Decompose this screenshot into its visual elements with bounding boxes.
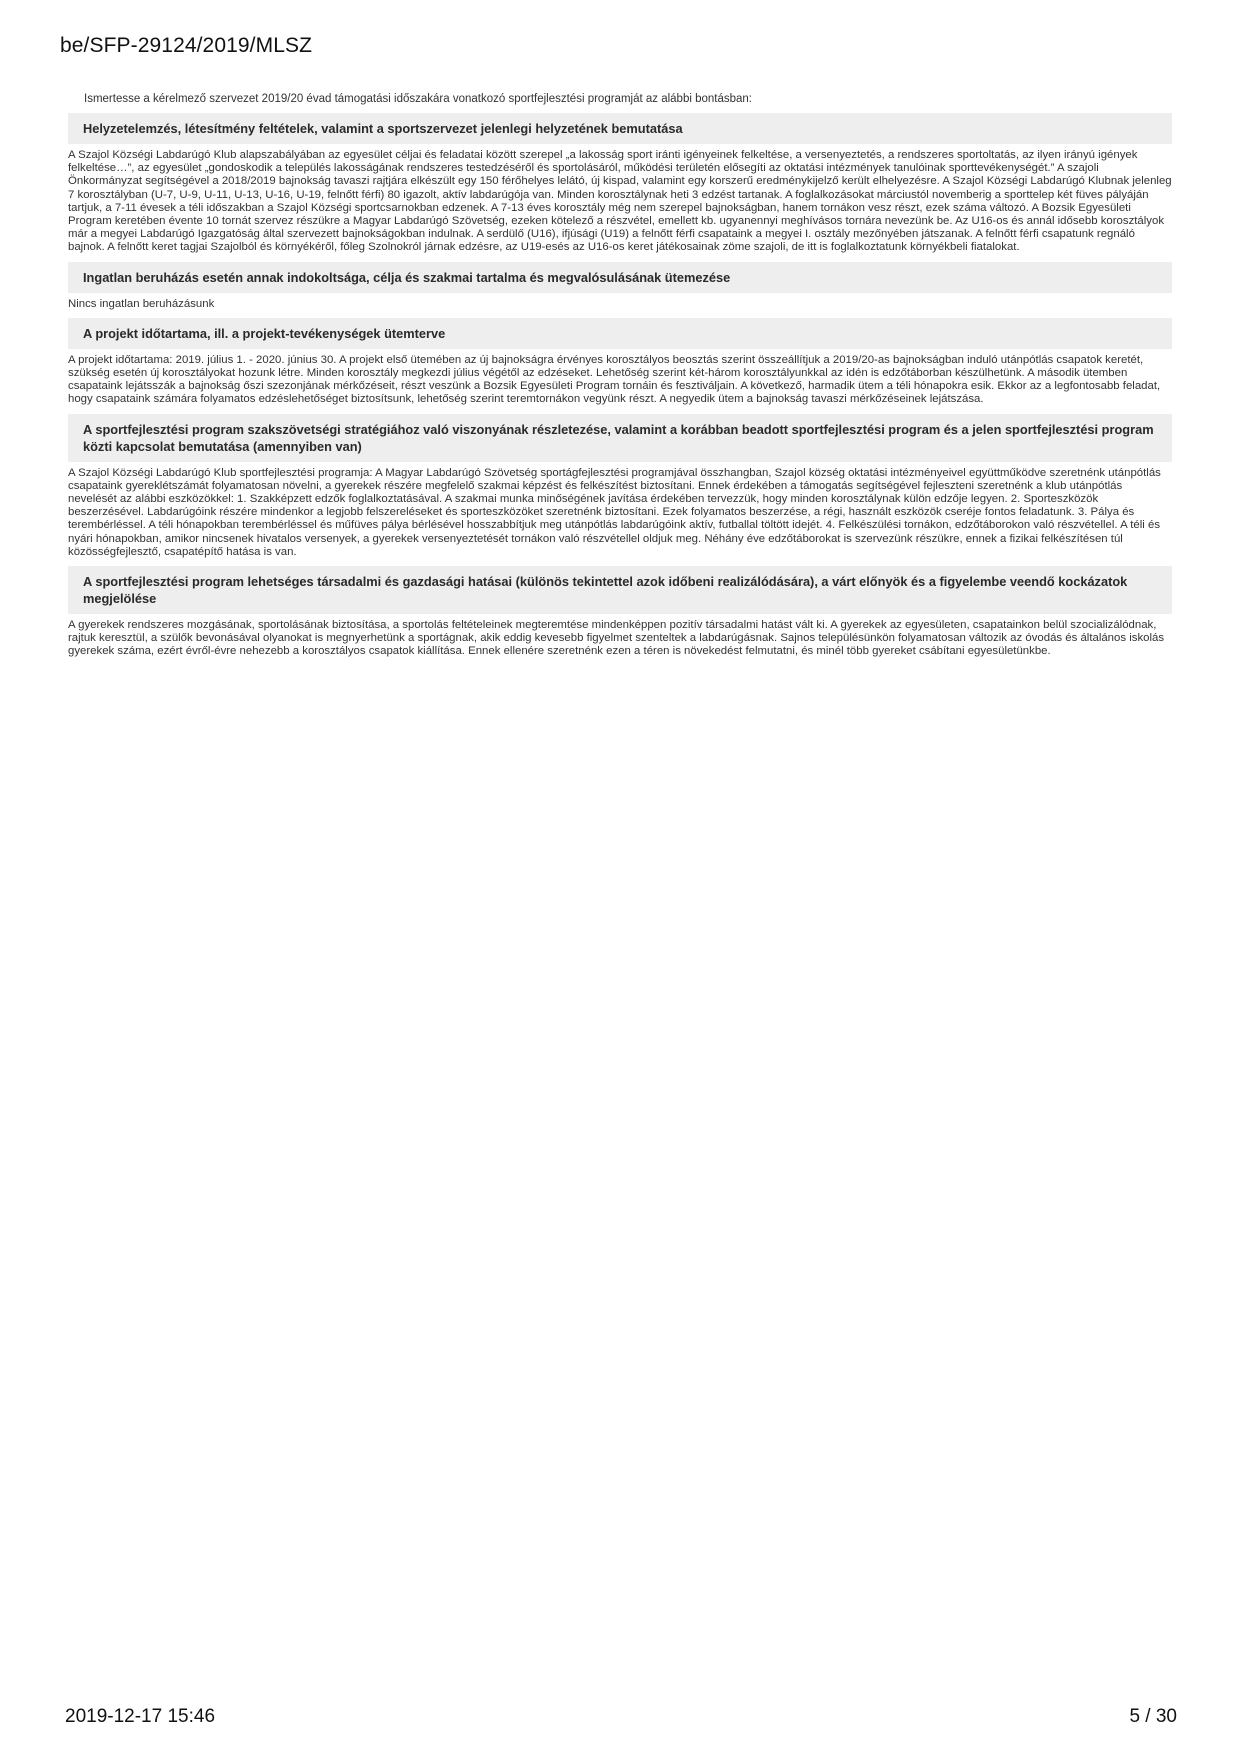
section-text-impact: A gyerekek rendszeres mozgásának, sportolásának biztosítása, a sportolás feltételeinek megteremtése mindenképpen pozitív társadalmi hatást vált ki. A gyerekek az egyesületen, csapatainkon belül szocializálódnak, rajtuk keresztül, a szülők bevonásával olyanokat is megnyerhetünk a sportágnak, akik eddig kevesebb figyelmet szenteltek a labdarúgásnak. Sajnos településünkön folyamatosan változik az óvodás és általános iskolás gyerekek száma, ezért évről-évre nehezebb a korosztályos csapatok kiállítása. Ennek ellenére szeretnénk ezen a téren is növekedést felmutatni, és minél több gyereket csábítani egyesületünkbe.: [68, 619, 1165, 658]
footer-page-number: 5 / 30: [1129, 1706, 1177, 1727]
page-content: [68, 92, 1172, 666]
section-heading-schedule: A projekt időtartama, ill. a projekt-tevékenységek ütemterve: [68, 318, 1172, 349]
section-heading-real-estate: Ingatlan beruházás esetén annak indokoltsága, célja és szakmai tartalma és megvalósulásának ütemezése: [68, 262, 1172, 293]
section-heading-situation: Helyzetelemzés, létesítmény feltételek, valamint a sportszervezet jelenlegi helyzetének bemutatása: [68, 113, 1172, 144]
section-text-situation: A Szajol Községi Labdarúgó Klub alapszabályában az egyesület céljai és feladatai között szerepel „a lakosság sport iránti igényeinek felkeltése, a versenyeztetés, a rendszeres sportoltatás, az ilyen irányú igények felkeltése…”, az egyesület „gondoskodik a település lakosságának rendszeres testedzéséről és sportolásáról, működési területén elősegíti az oktatási intézmények tanulóinak sporttevékenységét.” A szajoli Önkormányzat segítségével a 2018/2019 bajnokság tavaszi rajtjára elkészült egy 150 férőhelyes lelátó, új kispad, valamint egy korszerű eredménykijelző került elhelyezésre. A Szajol Községi Labdarúgó Klubnak jelenleg 7 korosztályban (U-7, U-9, U-11, U-13, U-16, U-19, felnőtt férfi) 80 igazolt, aktív labdarúgója van. Minden korosztálynak heti 3 edzést tartanak. A foglalkozásokat márciustól novemberig a sporttelep két füves pályáján tartjuk, a 7-11 évesek a téli időszakban a Szajol Községi sportcsarnokban edzenek. A 7-13 éves korosztály még nem szerepel bajnokságban, hanem tornákon vesz részt, ezek száma változó. A Bozsik Egyesületi Program keretében évente 10 tornát szervez részükre a Magyar Labdarúgó Szövetség, ezeken kötelező a részvétel, emellett kb. ugyanennyi meghívásos tornára nevezünk be. Az U16-os és annál idősebb korosztályok már a megyei Labdarúgó Igazgatóság által szervezett bajnokságokban indulnak. A serdülő (U16), ifjúsági (U19) a felnőtt férfi csapataink a megyei I. osztály mezőnyében játszanak. A felnőtt férfi csapatunk regnáló bajnok. A felnőtt keret tagjai Szajolból és környékéről, főleg Szolnokról járnak edzésre, az U19-esés az U16-os keret játékosainak zöme szajoli, de itt is foglalkoztatunk környékbeli fiatalokat.: [68, 149, 1172, 254]
section-text-strategy: A Szajol Községi Labdarúgó Klub sportfejlesztési programja: A Magyar Labdarúgó Szövetség sportágfejlesztési programjával összhangban, Szajol község oktatási intézményeivel együttműködve szeretnénk utánpótlás csapataink gyereklétszámát folyamatosan növelni, a gyerekek részére megfelelő szakmai képzést és felkészítést biztosítani. Ennek érdekében a támogatás segítségével fejleszteni szeretnénk a klub utánpótlás nevelését az alábbi eszközökkel: 1. Szakképzett edzők foglalkoztatásával. A szakmai munka minőségének javítása érdekében tervezzük, hogy minden korosztálynak külön edzője legyen. 2. Sporteszközök beszerzésével. Labdarúgóink részére mindenkor a legjobb felszereléseket és sporteszközöket szeretnénk biztosítani. Ezek folyamatos beszerzése, a régi, használt eszközök cseréje fontos feladatunk. 3. Pálya és terembérléssel. A téli hónapokban terembérléssel és műfüves pálya bérlésével hosszabbítjuk meg utánpótlás labdarúgóink aktív, futballal töltött idejét. 4. Felkészülési tornákon, edzőtáborokon való részvétellel. A téli és nyári hónapokban, amikor nincsenek hivatalos versenyek, a gyerekek versenyeztetését tornákon való részvétellel oldjuk meg. Néhány éve edzőtáborokat is szervezünk részükre, ennek a fizikai felkészítésen túl közösségfejlesztő, csapatépítő hatása is van.: [68, 466, 1161, 558]
section-heading-strategy: A sportfejlesztési program szakszövetségi stratégiához való viszonyának részletezése, valamint a korábban beadott sportfejlesztési program és a jelen sportfejlesztési program közti kapcsolat bemutatása (amennyiben van): [68, 414, 1172, 462]
section-text-real-estate: Nincs ingatlan beruházásunk: [68, 297, 215, 310]
document-id: be/SFP-29124/2019/MLSZ: [60, 34, 313, 57]
section-heading-impact: A sportfejlesztési program lehetséges társadalmi és gazdasági hatásai (különös tekintettel azok időbeni realizálódására), a várt előnyök és a figyelembe veendő kockázatok megjelölése: [68, 566, 1172, 614]
section-text-schedule: A projekt időtartama: 2019. július 1. - 2020. június 30. A projekt első ütemében az új bajnokságra érvényes korosztályos beosztás szerint összeállítjuk a 2019/20-as bajnokságban induló utánpótlás csapatok keretét, szükség esetén új korosztályokat hozunk létre. Minden korosztály megkezdi július végétől az edzéseket. Lehetőség szerint két-három korosztályunkkal az idén is edzőtáborban készülhetünk. A második ütemben csapataink lejátsszák a bajnokság őszi szezonjának mérkőzéseit, részt veszünk a Bozsik Egyesületi Program tornáin és fesztiváljain. A következő, harmadik ütem a téli hónapokra esik. Ekkor az a legfontosabb feladat, hogy csapataink számára folyamatos edzéslehetőséget biztosítsunk, lehetőség szerint teremtornákon vegyünk részt. A negyedik ütem a bajnokság tavaszi mérkőzéseinek lejátszása.: [68, 353, 1161, 406]
intro-text: Ismertesse a kérelmező szervezet 2019/20 évad támogatási időszakára vonatkozó sportfejlesztési programját az alábbi bontásban:: [84, 93, 752, 105]
footer-timestamp: 2019-12-17 15:46: [65, 1706, 216, 1727]
